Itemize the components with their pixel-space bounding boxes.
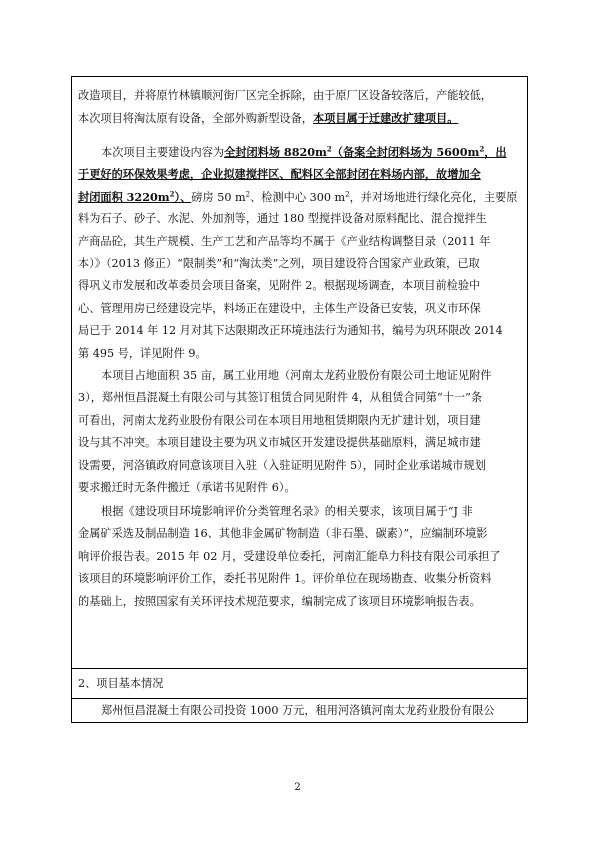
- text-line: 心、管理用房已经建设完毕，料场正在建设中，主体生产设备已安装，巩义市环保: [78, 301, 481, 315]
- paragraph-intro: [78, 85, 521, 130]
- text-span: 全封闭料场 8820m: [224, 145, 327, 159]
- text-line: [78, 186, 521, 208]
- text-line: 改造项目，并将原竹林镇顺河街厂区完全拆除，由于原厂区设备较落后，产能较低，: [78, 89, 492, 102]
- superscript: 2: [326, 144, 332, 154]
- text-line: 本项目占地面积 35 亩，属工业用地（河南太龙药业股份有限公司土地证见附件: [101, 369, 492, 382]
- text-span: 、检测中心 300 m: [250, 190, 346, 204]
- text-line: 要求搬迁时无条件搬迁（承诺书见附件 6）。: [78, 480, 296, 494]
- text-span: 磅房 50 m: [191, 190, 246, 204]
- text-span: 本次项目主要建设内容为: [101, 146, 225, 159]
- text-span: ）、: [174, 189, 192, 204]
- paragraph-land-use: [78, 365, 521, 499]
- superscript: 2: [479, 144, 485, 154]
- row-divider: [72, 698, 527, 699]
- paragraph-eia-classification: [78, 501, 521, 613]
- text-line: 设与其不冲突。本项目建设主要为巩义市城区开发建设提供基础原料，满足城市建: [78, 436, 481, 450]
- emphasis-text: 本项目属于迁建改扩建项目。: [312, 111, 459, 126]
- text-line: 响评价报告表。2015 年 02 月，受建设单位委托，河南汇能阜力科技有限公司承担了: [78, 549, 501, 563]
- superscript: 2: [169, 189, 175, 199]
- text-line: 局已于 2014 年 12 月对其下达限期改正环境违法行为通知书，编号为巩环限改 2014: [78, 324, 503, 338]
- text-line: 得巩义市发展和改革委员会项目备案，见附件 2。根据现场调查，本项目前检验中: [78, 279, 481, 293]
- paragraph-basic-info: [78, 700, 521, 722]
- text-span: ，并对场地进行绿化亮化，主要原: [349, 190, 518, 204]
- superscript: 2: [245, 190, 251, 199]
- text-span: ，出: [484, 145, 507, 159]
- superscript: 2: [345, 190, 350, 199]
- text-line: 第 495 号，详见附件 9。: [78, 346, 207, 360]
- text-span: 本次项目将淘汰原有设备，全部外购新型设备，: [78, 112, 313, 126]
- text-line: 设需要，河洛镇政府同意该项目入驻（入驻证明见附件 5），同时企业承诺城市规划: [78, 458, 486, 472]
- text-line: [78, 107, 521, 129]
- section-heading: 2、项目基本情况: [78, 677, 164, 690]
- text-span: 封闭面积 3220m: [78, 189, 170, 204]
- emphasis-text: [78, 190, 191, 204]
- paragraph-construction: [78, 141, 521, 365]
- row-divider: [72, 668, 527, 669]
- text-line: 3），郑州恒昌混凝土有限公司与其签订租赁合同见附件 4，从租赁合同第“十一”条: [78, 391, 483, 405]
- page-number: 2: [294, 782, 301, 793]
- text-line: 本）》（2013 修正）“限制类”和“淘汰类”之列，项目建设符合国家产业政策，已取: [78, 256, 480, 270]
- text-line: 可看出，河南太龙药业股份有限公司在本项目用地租赁期限内无扩建计划，项目建: [78, 413, 481, 427]
- emphasis-text: [224, 145, 507, 159]
- content-table: [71, 76, 528, 723]
- text-line: 该项目的环境影响评价工作，委托书见附件 1。评价单位在现场勘查、收集分析资料: [78, 572, 492, 586]
- text-line: 产商品砼，其生产规模、生产工艺和产品等均不属于《产业结构调整目录（2011 年: [78, 234, 491, 248]
- text-line: 金属矿采选及制品制造 16、其他非金属矿物制造（非石墨、碳素）”，应编制环境影: [78, 527, 488, 541]
- text-line: 根据《建设项目环境影响评价分类管理名录》的相关要求，该项目属于“J 非: [101, 505, 473, 518]
- text-line: 的基础上，按照国家有关环评技术规范要求，编制完成了该项目环境影响报告表。: [78, 594, 481, 608]
- emphasis-line: 于更好的环保效果考虑，企业拟建搅拌区、配料区全部封闭在料场内部，故增加全: [78, 167, 481, 182]
- text-line: 料为石子、砂子、水泥、外加剂等，通过 180 型搅拌设备对原料配比、混合搅拌生: [78, 212, 487, 226]
- text-line: 郑州恒昌混凝土有限公司投资 1000 万元，租用河洛镇河南太龙药业股份有限公: [101, 704, 495, 717]
- text-span: （备案全封闭料场为 5600m: [331, 145, 480, 159]
- text-line: [78, 141, 521, 163]
